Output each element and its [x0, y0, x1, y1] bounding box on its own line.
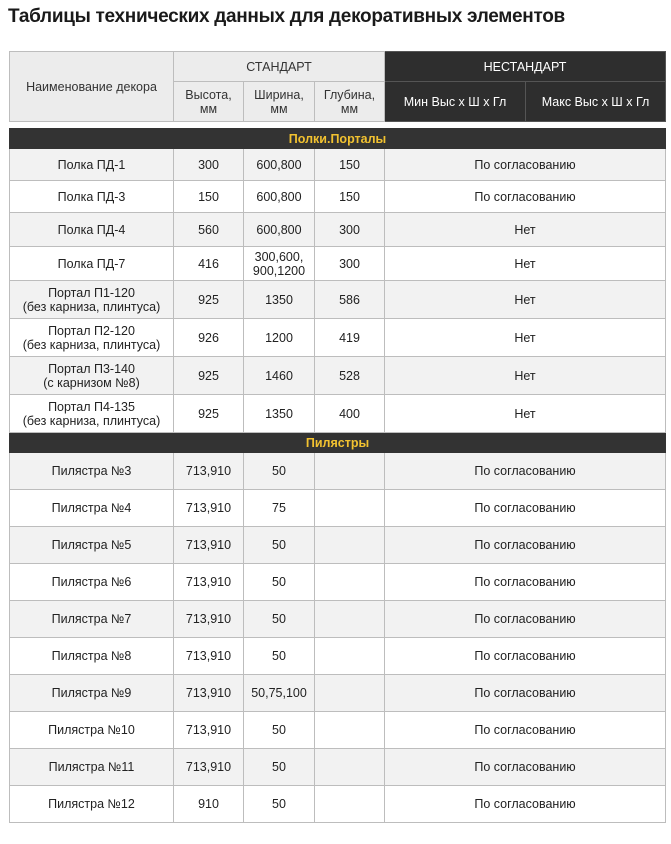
cell-width-line: 600,800	[256, 189, 302, 204]
cell-name	[10, 357, 174, 395]
table-row	[10, 281, 666, 319]
cell-width	[244, 247, 315, 281]
cell-name	[10, 490, 174, 527]
cell-depth: 586	[315, 281, 385, 319]
table-row	[10, 564, 666, 601]
header-depth-unit: мм	[340, 101, 359, 116]
cell-nonstandard: По согласованию	[385, 453, 666, 490]
cell-name	[10, 712, 174, 749]
section-gap	[10, 122, 666, 129]
cell-height: 925	[174, 395, 244, 433]
cell-name-line: Полка ПД-3	[57, 189, 126, 204]
cell-width-line: 600,800	[256, 157, 302, 172]
cell-height: 713,910	[174, 675, 244, 712]
cell-nonstandard: Нет	[385, 395, 666, 433]
cell-width-line: 1460	[265, 368, 293, 383]
header-width	[244, 82, 315, 122]
cell-nonstandard: Нет	[385, 213, 666, 247]
cell-height: 713,910	[174, 453, 244, 490]
cell-depth	[315, 490, 385, 527]
cell-name-line: Пилястра №9	[51, 686, 132, 700]
cell-name-line: Портал П3-140	[48, 361, 135, 376]
cell-name-line: Полка ПД-4	[57, 222, 126, 237]
cell-width	[244, 638, 315, 675]
cell-name-line: Портал П4-135	[48, 399, 135, 414]
cell-name	[10, 601, 174, 638]
cell-width-line: 50	[272, 760, 286, 774]
table-row	[10, 395, 666, 433]
cell-height: 713,910	[174, 490, 244, 527]
cell-name	[10, 564, 174, 601]
cell-height: 560	[174, 213, 244, 247]
section-gap-cell	[10, 122, 666, 129]
cell-width-line: 50	[272, 649, 286, 663]
cell-width-line: 50	[272, 612, 286, 626]
cell-width-line: 900,1200	[252, 263, 306, 278]
cell-width-line: 300,600,	[254, 249, 304, 264]
cell-height: 713,910	[174, 564, 244, 601]
cell-name-line: (без карниза, плинтуса)	[22, 413, 161, 428]
section-row	[10, 433, 666, 453]
cell-depth	[315, 564, 385, 601]
header-max: Макс Выс х Ш х Гл	[526, 82, 666, 122]
cell-width	[244, 395, 315, 433]
cell-width-line: 50	[272, 723, 286, 737]
cell-width-line: 1350	[265, 406, 293, 421]
cell-height: 416	[174, 247, 244, 281]
cell-width	[244, 357, 315, 395]
cell-name-line: Пилястра №7	[51, 612, 132, 626]
cell-nonstandard: По согласованию	[385, 181, 666, 213]
cell-name-line: (с карнизом №8)	[43, 375, 140, 390]
cell-name-line: Пилястра №3	[51, 464, 132, 478]
cell-width	[244, 527, 315, 564]
cell-nonstandard: По согласованию	[385, 638, 666, 675]
cell-name-line: Пилястра №11	[48, 760, 135, 774]
cell-name	[10, 749, 174, 786]
cell-name-line: Портал П1-120	[48, 285, 135, 300]
section-label: Полки.Порталы	[10, 129, 666, 149]
cell-nonstandard: По согласованию	[385, 490, 666, 527]
cell-nonstandard: Нет	[385, 319, 666, 357]
cell-nonstandard: По согласованию	[385, 712, 666, 749]
cell-width	[244, 786, 315, 823]
cell-width	[244, 149, 315, 181]
cell-depth: 400	[315, 395, 385, 433]
cell-name-line: Пилястра №6	[51, 575, 132, 589]
table-row	[10, 149, 666, 181]
table-row	[10, 319, 666, 357]
table-row	[10, 675, 666, 712]
cell-nonstandard: По согласованию	[385, 527, 666, 564]
cell-height: 713,910	[174, 601, 244, 638]
cell-depth	[315, 712, 385, 749]
tech-data-table	[9, 51, 666, 823]
cell-name-line: Пилястра №4	[51, 501, 132, 515]
cell-width	[244, 453, 315, 490]
cell-depth: 150	[315, 181, 385, 213]
cell-height: 300	[174, 149, 244, 181]
cell-height: 925	[174, 357, 244, 395]
cell-height: 150	[174, 181, 244, 213]
cell-width	[244, 181, 315, 213]
cell-width-line: 600,800	[256, 222, 302, 237]
cell-width-line: 1200	[265, 330, 293, 345]
cell-height: 713,910	[174, 712, 244, 749]
cell-name-line: Полка ПД-7	[57, 256, 126, 271]
cell-name	[10, 181, 174, 213]
cell-nonstandard: По согласованию	[385, 149, 666, 181]
cell-width	[244, 213, 315, 247]
table-row	[10, 181, 666, 213]
cell-name	[10, 453, 174, 490]
cell-name	[10, 786, 174, 823]
header-name-col: Наименование декора	[10, 52, 174, 122]
cell-name-line: Пилястра №5	[51, 538, 132, 552]
header-height-label: Высота,	[185, 87, 232, 102]
cell-name	[10, 527, 174, 564]
table-row	[10, 638, 666, 675]
cell-name	[10, 213, 174, 247]
cell-depth: 528	[315, 357, 385, 395]
cell-width-line: 50	[272, 575, 286, 589]
cell-width	[244, 749, 315, 786]
cell-name	[10, 319, 174, 357]
cell-depth	[315, 527, 385, 564]
cell-name-line: Полка ПД-1	[57, 157, 126, 172]
cell-nonstandard: По согласованию	[385, 749, 666, 786]
header-height	[174, 82, 244, 122]
cell-nonstandard: По согласованию	[385, 564, 666, 601]
cell-width-line: 50	[272, 797, 286, 811]
cell-nonstandard: По согласованию	[385, 675, 666, 712]
cell-height: 910	[174, 786, 244, 823]
section-row	[10, 129, 666, 149]
header-depth	[315, 82, 385, 122]
cell-nonstandard: Нет	[385, 357, 666, 395]
cell-height: 926	[174, 319, 244, 357]
table-row	[10, 527, 666, 564]
table-row	[10, 601, 666, 638]
cell-depth: 300	[315, 247, 385, 281]
cell-name	[10, 247, 174, 281]
cell-name	[10, 638, 174, 675]
cell-width-line: 50	[272, 464, 286, 478]
cell-name	[10, 149, 174, 181]
page-title: Таблицы технических данных для декоративных элементов	[8, 6, 565, 27]
cell-depth: 150	[315, 149, 385, 181]
cell-width-line: 50,75,100	[251, 686, 307, 700]
cell-width	[244, 490, 315, 527]
cell-nonstandard: Нет	[385, 247, 666, 281]
header-standard: СТАНДАРТ	[174, 52, 385, 82]
cell-width-line: 1350	[265, 292, 293, 307]
table-row	[10, 712, 666, 749]
cell-width	[244, 564, 315, 601]
header-width-unit: мм	[270, 101, 288, 116]
cell-nonstandard: Нет	[385, 281, 666, 319]
cell-nonstandard: По согласованию	[385, 786, 666, 823]
table-row	[10, 247, 666, 281]
cell-name-line: Пилястра №12	[48, 797, 135, 811]
cell-height: 713,910	[174, 749, 244, 786]
table-row	[10, 786, 666, 823]
cell-name	[10, 675, 174, 712]
table-row	[10, 749, 666, 786]
cell-depth: 300	[315, 213, 385, 247]
cell-width-line: 75	[272, 501, 286, 515]
cell-depth	[315, 638, 385, 675]
cell-width	[244, 319, 315, 357]
cell-height: 713,910	[174, 638, 244, 675]
header-depth-label: Глубина,	[323, 87, 376, 102]
header-nonstandard: НЕСТАНДАРТ	[385, 52, 666, 82]
cell-width	[244, 675, 315, 712]
table-row	[10, 357, 666, 395]
cell-name	[10, 395, 174, 433]
cell-width	[244, 281, 315, 319]
cell-depth	[315, 453, 385, 490]
cell-width-line: 50	[272, 538, 286, 552]
cell-name-line: Портал П2-120	[48, 323, 135, 338]
header-width-label: Ширина,	[254, 87, 304, 102]
header-height-unit: мм	[199, 101, 218, 116]
cell-name-line: Пилястра №8	[51, 649, 132, 663]
table-row	[10, 490, 666, 527]
cell-depth	[315, 675, 385, 712]
cell-name-line: (без карниза, плинтуса)	[22, 337, 161, 352]
cell-depth	[315, 749, 385, 786]
cell-name-line: Пилястра №10	[48, 723, 135, 737]
cell-width	[244, 601, 315, 638]
cell-width	[244, 712, 315, 749]
table-row	[10, 213, 666, 247]
cell-height: 925	[174, 281, 244, 319]
table-row	[10, 453, 666, 490]
cell-depth	[315, 786, 385, 823]
section-label: Пилястры	[10, 433, 666, 453]
cell-name-line: (без карниза, плинтуса)	[22, 299, 161, 314]
header-min: Мин Выс х Ш х Гл	[385, 82, 526, 122]
cell-name	[10, 281, 174, 319]
cell-depth: 419	[315, 319, 385, 357]
cell-height: 713,910	[174, 527, 244, 564]
cell-nonstandard: По согласованию	[385, 601, 666, 638]
cell-depth	[315, 601, 385, 638]
